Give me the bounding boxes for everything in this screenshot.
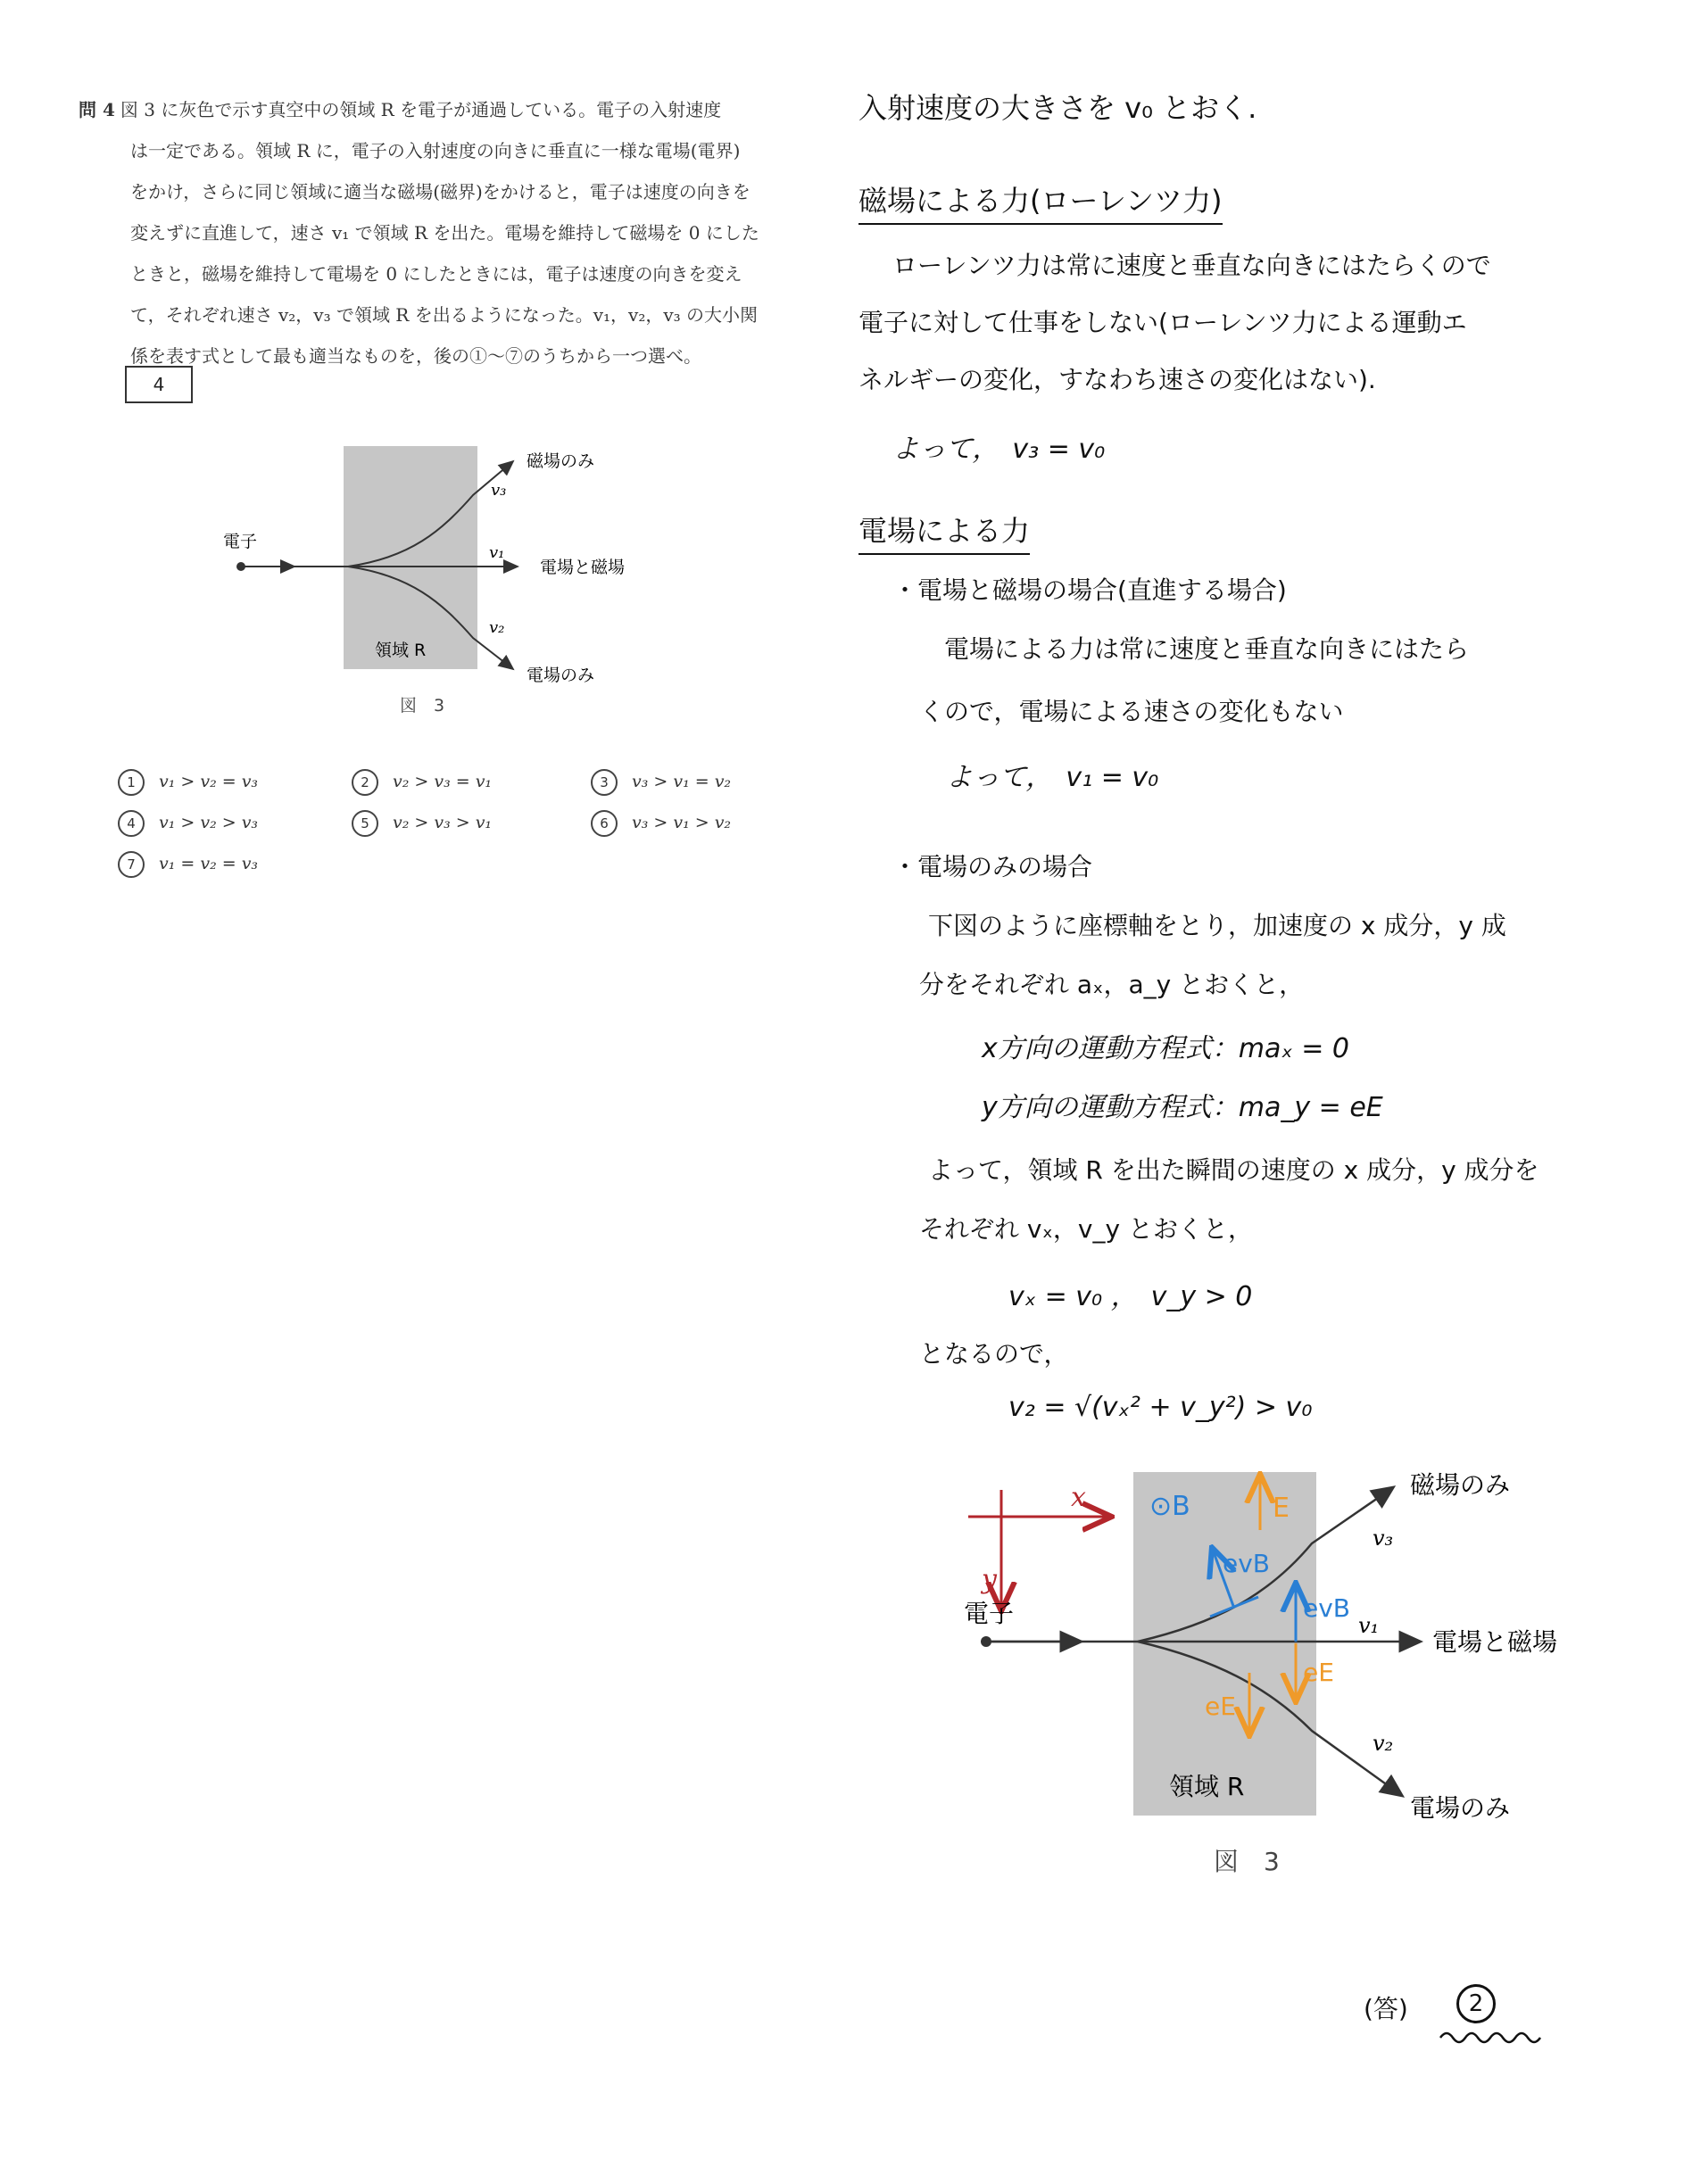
figure-caption: 図 3	[400, 696, 445, 716]
region-r	[344, 446, 477, 669]
eonly-heading: ・電場のみの場合	[892, 852, 1093, 881]
magnetic-line: ネルギーの変化，すなわち速さの変化はない).	[858, 365, 1376, 394]
problem-line: をかけ，さらに同じ領域に適当な磁場(磁界)をかけると，電子は速度の向きを	[130, 181, 751, 203]
answer-wavy-underline	[1439, 2027, 1546, 2047]
figure-caption: 図 3	[1214, 1847, 1280, 1876]
both-line: 電場による力は常に速度と垂直な向きにはたら	[944, 634, 1470, 664]
choice-6: 6 v₃ > v₁ > v₂	[591, 810, 731, 837]
label-electron: 電子	[964, 1599, 1015, 1628]
label-both: 電場と磁場	[1432, 1627, 1558, 1657]
lorentz-force-mid-label: evB	[1303, 1593, 1351, 1623]
problem-line: 変えずに直進して，速さ v₁ で領域 R を出た。電場を維持して磁場を 0 にした	[130, 222, 759, 244]
exit-line: よって，領域 R を出た瞬間の速度の x 成分，y 成分を	[928, 1155, 1539, 1185]
problem-line: て，それぞれ速さ v₂，v₃ で領域 R を出るようになった。v₁，v₂，v₃ の大小関	[130, 304, 759, 326]
choice-4: 4 v₁ > v₂ > v₃	[118, 810, 258, 837]
choice-3: 3 v₃ > v₁ = v₂	[591, 769, 731, 796]
electric-force-mid-label: eE	[1303, 1658, 1334, 1687]
problem-line: 問 4 図 3 に灰色で示す真空中の領域 R を電子が通過している。電子の入射速度	[79, 99, 722, 120]
label-v3: v₃	[1373, 1526, 1394, 1551]
label-electric-only: 電場のみ	[1410, 1793, 1511, 1823]
both-result: よって， v₁ = v₀	[946, 762, 1159, 793]
therefore: となるので，	[919, 1339, 1069, 1369]
exit-line: それぞれ vₓ，v_y とおくと，	[919, 1214, 1253, 1244]
magnetic-line: 電子に対して仕事をしない(ローレンツ力による運動エ	[858, 308, 1467, 337]
choice-2: 2 v₂ > v₃ = v₁	[352, 769, 492, 796]
problem-figure	[205, 442, 705, 727]
magnetic-field-symbol: ⊙B	[1149, 1491, 1190, 1522]
solution-intro: 入射速度の大きさを v₀ とおく.	[858, 91, 1257, 125]
electron-dot	[236, 562, 245, 571]
magnetic-heading: 磁場による力(ローレンツ力)	[858, 178, 1223, 225]
choice-1: 1 v₁ > v₂ = v₃	[118, 769, 258, 796]
annotated-figure	[946, 1463, 1606, 1900]
exit-equation: vₓ = v₀ ， v_y > 0	[1008, 1281, 1253, 1312]
label-v1: v₁	[489, 543, 505, 562]
equation-y: y方向の運動方程式：ma_y = eE	[982, 1092, 1383, 1123]
axis-y-label: y	[982, 1564, 997, 1595]
electron-dot	[981, 1636, 991, 1647]
label-both: 電場と磁場	[540, 558, 626, 577]
choice-5: 5 v₂ > v₃ > v₁	[352, 810, 492, 837]
label-v1: v₁	[1358, 1613, 1380, 1638]
equation-x: x方向の運動方程式：maₓ = 0	[982, 1033, 1349, 1064]
label-electron: 電子	[223, 532, 258, 551]
magnetic-line: ローレンツ力は常に速度と垂直な向きにはたらくので	[892, 251, 1491, 280]
electric-force-lower-label: eE	[1205, 1692, 1236, 1721]
label-magnetic-only: 磁場のみ	[1410, 1470, 1511, 1500]
electric-field-label: E	[1273, 1493, 1290, 1524]
answer-box: 4	[125, 366, 193, 403]
problem-line: 係を表す式として最も適当なものを，後の①～⑦のうちから一つ選べ。	[130, 345, 701, 367]
eonly-line: 分をそれぞれ aₓ，a_y とおくと，	[919, 970, 1305, 999]
label-v3: v₃	[491, 481, 507, 500]
both-heading: ・電場と磁場の場合(直進する場合)	[892, 575, 1287, 605]
label-region: 領域 R	[1169, 1772, 1245, 1801]
choice-7: 7 v₁ = v₂ = v₃	[118, 851, 258, 878]
label-v2: v₂	[489, 618, 505, 637]
final-equation: v₂ = √(vₓ² + v_y²) > v₀	[1008, 1392, 1313, 1423]
problem-line: は一定である。領域 R に，電子の入射速度の向きに垂直に一様な電場(電界)	[130, 140, 741, 161]
electric-heading: 電場による力	[858, 509, 1030, 555]
both-line: くので，電場による速さの変化もない	[919, 697, 1344, 726]
answer-label: (答)	[1364, 1994, 1408, 2023]
lorentz-force-upper-label: evB	[1223, 1549, 1271, 1578]
axis-x-label: x	[1071, 1482, 1086, 1513]
label-electric-only: 電場のみ	[527, 666, 595, 685]
eonly-line: 下図のように座標軸をとり，加速度の x 成分，y 成	[928, 911, 1506, 940]
label-magnetic-only: 磁場のみ	[527, 451, 595, 471]
question-number: 問 4	[79, 99, 115, 120]
problem-line: ときと，磁場を維持して電場を 0 にしたときには，電子は速度の向きを変え	[130, 263, 742, 285]
label-v2: v₂	[1373, 1731, 1394, 1756]
problem-text	[79, 89, 819, 376]
label-region: 領域 R	[375, 641, 427, 660]
magnetic-result: よって， v₃ = v₀	[892, 434, 1106, 465]
answer-value: 2	[1456, 1984, 1496, 2023]
